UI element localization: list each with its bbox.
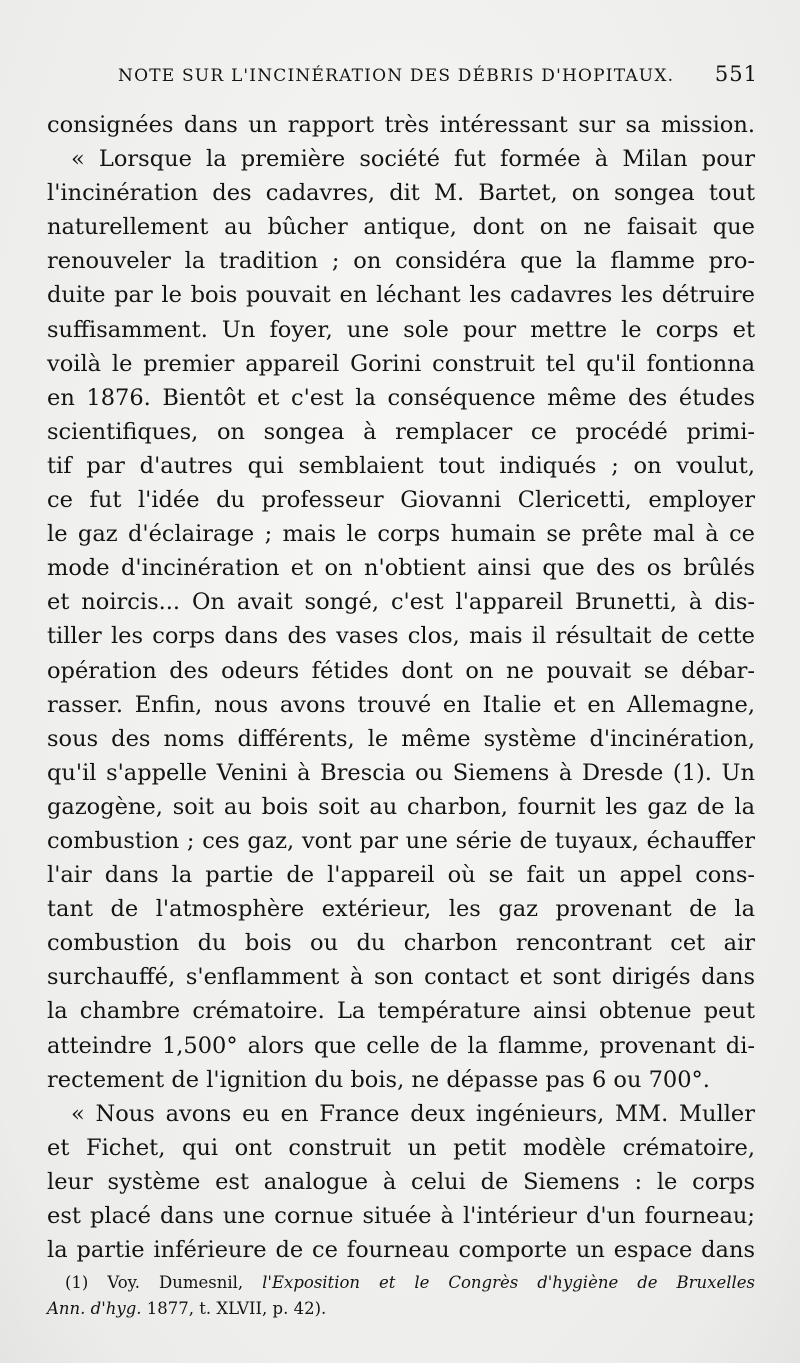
footnote [47,1270,755,1322]
text-line: est placé dans une cornue située à l'intérieur d'un fourneau; [47,1203,755,1229]
footnote-marker: (1) Voy. Dumesnil, [65,1273,263,1292]
footnote-line [47,1270,755,1296]
text-line: duite par le bois pouvait en léchant les cadavres les détruire [47,282,755,309]
footnote-line [47,1296,755,1322]
text-line: rasser. Enfin, nous avons trouvé en Italie et en Allemagne, [47,691,755,718]
text-line: tiller les corps dans des vases clos, mais il résultait de cette [47,623,755,650]
page-number: 551 [714,62,758,86]
text-line: la partie inférieure de ce fourneau comporte un espace dans [47,1237,755,1264]
text-line: consignées dans un rapport très intéressant sur sa mission. [47,112,755,138]
text-line: gazogène, soit au bois soit au charbon, fournit les gaz de la [47,793,755,820]
text-line: en 1876. Bientôt et c'est la conséquence même des études [47,384,755,411]
text-line: tif par d'autres qui semblaient tout indiqués ; on voulut, [47,452,755,479]
text-line: renouveler la tradition ; on considéra que la flamme pro- [47,248,755,275]
text-line: et Fichet, qui ont construit un petit modèle crématoire, [47,1134,755,1161]
text-line: leur système est analogue à celui de Siemens : le corps [47,1168,755,1195]
text-line: sous des noms différents, le même système d'incinération, [47,725,755,752]
text-line: surchauffé, s'enflamment à son contact et sont dirigés dans [47,964,755,991]
text-line: mode d'incinération et on n'obtient ainsi que des os brûlés [47,555,755,582]
text-line: suffisamment. Un foyer, une sole pour mettre le corps et [47,316,755,343]
text-line: rectement de l'ignition du bois, ne dépasse pas 6 ou 700°. [47,1066,710,1093]
footnote-citation: 1877, t. XLVII, p. 42). [141,1299,327,1318]
text-line: le gaz d'éclairage ; mais le corps humain se prête mal à ce [47,521,755,548]
text-line: combustion du bois ou du charbon rencontrant cet air [47,930,755,957]
text-line: qu'il s'appelle Venini à Brescia ou Siemens à Dresde (1). Un [47,759,755,786]
text-line: opération des odeurs fétides dont on ne pouvait se débar- [47,657,755,684]
text-line: voilà le premier appareil Gorini construit tel qu'il fontionna [47,350,755,377]
footnote-title: l'Exposition et le Congrès d'hygiène de Bruxelles [262,1273,755,1292]
text-line: naturellement au bûcher antique, dont on ne faisait que [47,214,755,241]
text-line: tant de l'atmosphère extérieur, les gaz provenant de la [47,896,755,923]
running-header [118,62,758,102]
text-line: ce fut l'idée du professeur Giovanni Clericetti, employer [47,487,755,514]
running-title: NOTE SUR L'INCINÉRATION DES DÉBRIS D'HOPITAUX. [118,66,675,86]
body-text [47,108,755,1267]
text-line: « Nous avons eu en France deux ingénieurs, MM. Muller [71,1100,755,1127]
text-line: combustion ; ces gaz, vont par une série de tuyaux, échauffer [47,827,755,854]
footnote-journal: Ann. d'hyg. [47,1299,142,1318]
text-line: l'incinération des cadavres, dit M. Bartet, on songea tout [47,180,755,207]
text-line: « Lorsque la première société fut formée à Milan pour [71,146,755,173]
text-line: l'air dans la partie de l'appareil où se fait un appel cons- [47,862,755,889]
text-line: scientifiques, on songea à remplacer ce procédé primi- [47,418,755,445]
text-line: atteindre 1,500° alors que celle de la flamme, provenant di- [47,1032,755,1059]
text-line: et noircis... On avait songé, c'est l'appareil Brunetti, à dis- [47,589,755,616]
text-line: la chambre crématoire. La température ainsi obtenue peut [47,998,755,1025]
